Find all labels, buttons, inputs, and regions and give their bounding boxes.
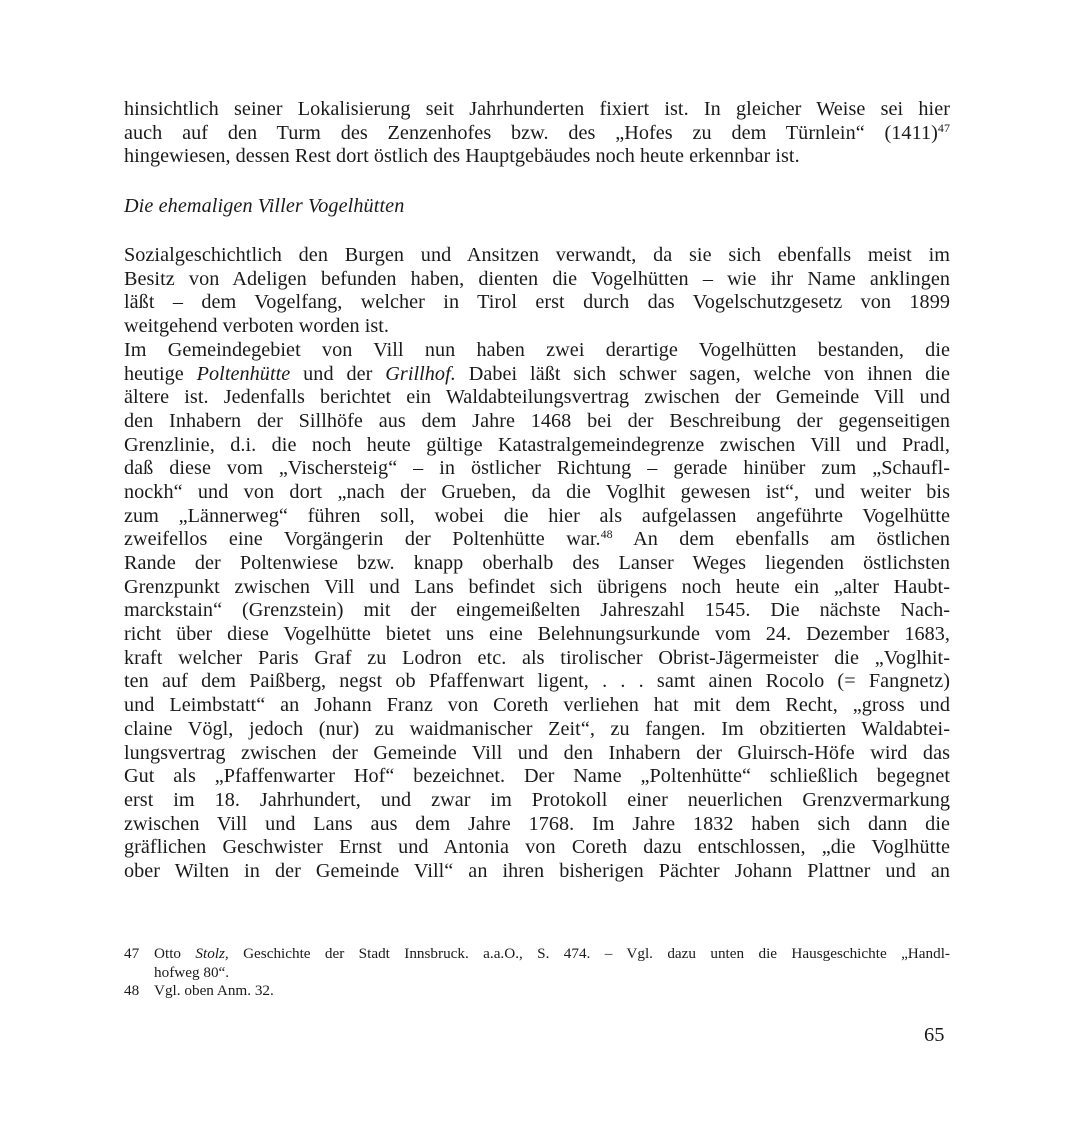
text-line: gräflichen Geschwister Ernst und Antonia von Coreth dazu entschlossen, „die Voglhütte	[124, 836, 950, 859]
text-line: Grenzpunkt zwischen Vill und Lans befindet sich übrigens noch heute ein „alter Haubt-	[124, 575, 950, 598]
text-span: Geschichte der Stadt Innsbruck. a.a.O., S. 474. – Vgl. dazu unten die Hausgeschichte „Handl-	[228, 945, 950, 962]
author-name: Stolz,	[195, 945, 229, 962]
text-line: ten auf dem Paißberg, negst ob Pfaffenwart ligent, . . . samt ainen Rocolo (= Fangnetz)	[124, 670, 950, 693]
paragraph-1	[124, 244, 950, 339]
section-heading: Die ehemaligen Viller Vogelhütten	[124, 195, 405, 218]
text-span: heutige	[124, 362, 197, 385]
footnote-number: 48	[124, 982, 140, 999]
footnote-ref-48: 48	[600, 527, 613, 542]
text-span: An dem ebenfalls am östlichen	[612, 528, 950, 551]
text-line: Sozialgeschichtlich den Burgen und Ansitzen verwandt, da sie sich ebenfalls meist im	[124, 244, 950, 267]
text-span: Dabei läßt sich schwer sagen, welche von ihnen die	[455, 362, 950, 385]
text-span: Vgl. oben Anm. 32.	[154, 982, 274, 999]
text-line: den Inhabern der Sillhöfe aus dem Jahre 1468 bei der Beschreibung der gegenseitigen	[124, 409, 950, 432]
text-line: richt über diese Vogelhütte bietet uns eine Belehnungsurkunde vom 24. Dezember 1683,	[124, 623, 950, 646]
text-line: Im Gemeindegebiet von Vill nun haben zwei derartige Vogelhütten bestanden, die	[124, 338, 950, 361]
paragraph-2	[124, 339, 950, 884]
text-line: Besitz von Adeligen befunden haben, dienten die Vogelhütten – wie ihr Name anklingen	[124, 267, 950, 290]
text-line: Rande der Poltenwiese bzw. knapp oberhalb des Lanser Weges liegenden östlichsten	[124, 552, 950, 574]
text-line: lungsvertrag zwischen der Gemeinde Vill und den Inhabern der Gluirsch-Höfe wird das	[124, 741, 950, 764]
text-line: kraft welcher Paris Graf zu Lodron etc. als tirolischer Obrist-Jägermeister die „Voglhit-	[124, 646, 950, 669]
text-span: Otto	[154, 945, 196, 962]
text-line	[124, 528, 950, 552]
footnote-number: 47	[124, 945, 140, 962]
text-line: nockh“ und von dort „nach der Grueben, da die Voglhit gewesen ist“, und weiter bis	[124, 480, 950, 503]
text-line: weitgehend verboten worden ist.	[124, 315, 390, 338]
text-line	[124, 122, 950, 146]
text-span: und der	[290, 362, 386, 385]
text-line	[124, 363, 950, 387]
footnotes	[124, 945, 950, 1001]
text-line: claine Vögl, jedoch (nur) zu waidmanischer Zeit“, zu fangen. Im obzitierten Waldabtei-	[124, 717, 950, 740]
footnote-ref-47: 47	[937, 120, 950, 135]
text-line: ober Wilten in der Gemeinde Vill“ an ihren bisherigen Pächter Johann Plattner und an	[124, 859, 950, 882]
text-line: zum „Lännerweg“ führen soll, wobei die hier als aufgelassen angeführte Vogelhütte	[124, 504, 950, 527]
text-line: erst im 18. Jahrhundert, und zwar im Protokoll einer neuerlichen Grenzvermarkung	[124, 788, 950, 811]
footnote-48	[124, 982, 950, 1001]
text-line: Grenzlinie, d.i. die noch heute gültige Katastralgemeindegrenze zwischen Vill und Pradl,	[124, 433, 950, 456]
footnote-47	[124, 945, 950, 964]
page-number: 65	[924, 1024, 945, 1046]
text-span: zweifellos eine Vorgängerin der Poltenhütte war.	[124, 528, 601, 551]
text-line: Gut als „Pfaffenwarter Hof“ bezeichnet. Der Name „Poltenhütte“ schließlich begegnet	[124, 765, 950, 788]
place-name: Poltenhütte	[196, 362, 291, 385]
text-line: marckstain“ (Grenzstein) mit der eingemeißelten Jahreszahl 1545. Die nächste Nach-	[124, 599, 950, 622]
intro-paragraph	[124, 98, 950, 169]
place-name: Grillhof.	[385, 362, 456, 385]
text-line: hinsichtlich seiner Lokalisierung seit Jahrhunderten fixiert ist. In gleicher Weise sei hier	[124, 98, 950, 120]
footnote-47-continuation: hofweg 80“.	[154, 963, 230, 981]
document-body	[124, 98, 950, 884]
text-line: und Leimbstatt“ an Johann Franz von Coreth verliehen hat mit dem Recht, „gross und	[124, 694, 950, 717]
text-line: daß diese vom „Vischersteig“ – in östlicher Richtung – gerade hinüber zum „Schaufl-	[124, 457, 950, 480]
text-line: ältere ist. Jedenfalls berichtet ein Waldabteilungsvertrag zwischen der Gemeinde Vill und	[124, 386, 950, 409]
text-line: läßt – dem Vogelfang, welcher in Tirol erst durch das Vogelschutzgesetz von 1899	[124, 291, 950, 314]
text-line: zwischen Vill und Lans aus dem Jahre 1768. Im Jahre 1832 haben sich dann die	[124, 812, 950, 835]
text-span: auch auf den Turm des Zenzenhofes bzw. des „Hofes zu dem Türnlein“ (1411)	[124, 121, 938, 144]
text-line: hingewiesen, dessen Rest dort östlich des Hauptgebäudes noch heute erkennbar ist.	[124, 145, 800, 168]
